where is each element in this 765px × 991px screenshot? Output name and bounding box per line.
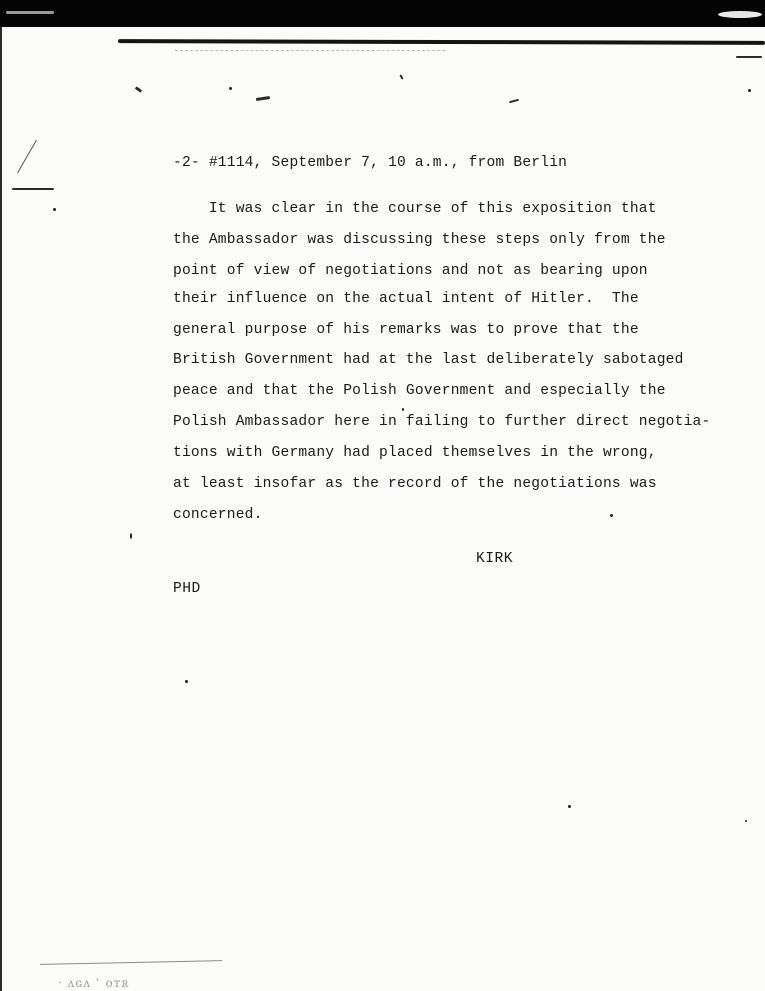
body-line: their influence on the actual intent of Hitler. The — [173, 291, 639, 307]
scan-speck — [185, 680, 188, 683]
scan-speck — [745, 820, 747, 822]
scan-mark — [509, 99, 519, 104]
body-line: peace and that the Polish Government and especially the — [173, 383, 666, 399]
document-heading: -2- #1114, September 7, 10 a.m., from Berlin — [173, 155, 568, 171]
body-line: at least insofar as the record of the negotiations was — [173, 476, 657, 492]
scan-speck — [748, 89, 751, 92]
scan-mark — [736, 56, 762, 58]
scan-scuff-mark — [718, 11, 762, 18]
scan-speck — [229, 87, 232, 90]
body-line: tions with Germany had placed themselves in the wrong, — [173, 445, 657, 461]
scan-mark — [399, 74, 403, 79]
typist-initials: PHD — [173, 581, 201, 597]
scan-mark — [256, 96, 270, 101]
body-line: the Ambassador was discussing these steps only from the — [173, 232, 666, 248]
scan-left-edge — [0, 27, 2, 991]
scan-scuff-mark — [6, 11, 54, 14]
body-line: general purpose of his remarks was to prove that the — [173, 322, 639, 338]
faint-rule-line — [175, 50, 445, 52]
body-line: point of view of negotiations and not as bearing upon — [173, 263, 648, 279]
body-line: British Government had at the last deliberately sabotaged — [173, 352, 684, 368]
body-line: It was clear in the course of this exposition that — [173, 201, 657, 217]
scan-speck — [402, 408, 404, 411]
handwritten-scrawl: · ʌɢʌ ʿ ᴏᴛʀ — [58, 976, 130, 990]
scan-speck — [610, 514, 613, 517]
top-rule-line — [118, 39, 765, 45]
scan-speck — [53, 208, 56, 211]
body-line: concerned. — [173, 507, 263, 523]
signature: KIRK — [476, 551, 514, 567]
scan-mark — [17, 140, 37, 173]
scan-top-edge — [0, 0, 765, 27]
scan-speck — [130, 533, 132, 539]
scan-mark — [12, 188, 54, 190]
scan-speck — [568, 805, 571, 808]
scan-mark — [135, 86, 142, 92]
body-line: Polish Ambassador here in failing to further direct negotia- — [173, 414, 711, 430]
bottom-rule-line — [40, 960, 222, 965]
